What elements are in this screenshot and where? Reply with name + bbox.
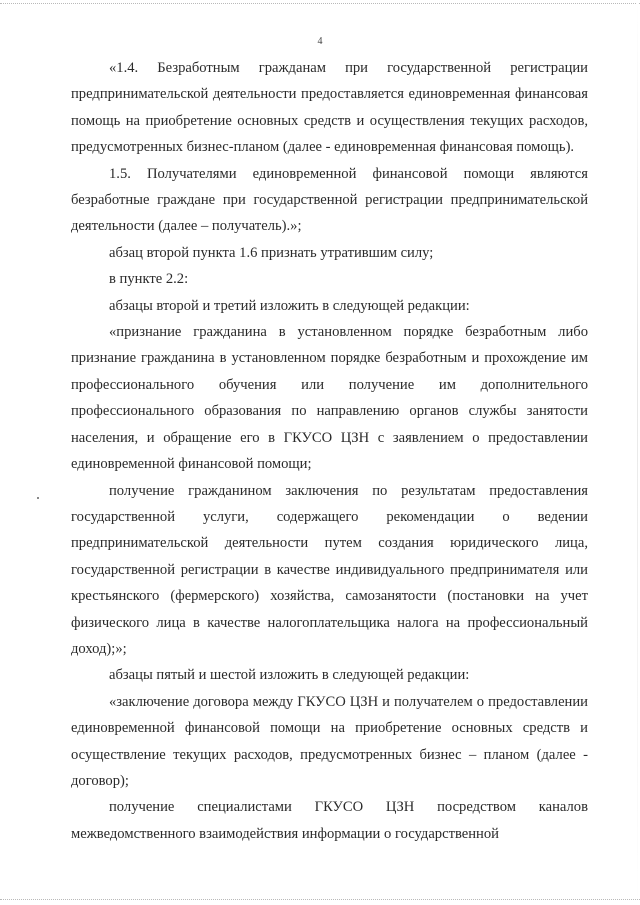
paragraph-amend-5-6: абзацы пятый и шестой изложить в следующей редакции: (109, 667, 470, 684)
paragraph-point-2-2: в пункте 2.2: (109, 271, 189, 288)
paragraph-1-5: 1.5. Получателями единовременной финансовой помощи являются безработные граждане при государственной регистрации предпринимательской деятельности (далее – получатель).»; (71, 165, 588, 235)
document-body (71, 55, 588, 847)
page-number: 4 (317, 36, 323, 47)
scan-right-edge (637, 0, 638, 905)
paragraph-specialists: получение специалистами ГКУСО ЦЗН посредством каналов межведомственного взаимодействия информации о государственной (71, 799, 588, 842)
paragraph-conclusion: получение гражданином заключения по результатам предоставления государственной услуги, содержащего рекомендации о ведении предпринимательской деятельности путем создания юридического лица, государственной регистрации в качестве индивидуального предпринимателя или крестьянского (фермерского) хозяйства, самозанятости (постановки на учет физического лица в качестве налогоплательщика налога на профессиональный доход);»; (71, 482, 588, 657)
paragraph-recognition: «признание гражданина в установленном порядке безработным либо признание гражданина в установленном порядке безработным и прохождение им профессионального обучения или получение им дополнительного профессионального образования по направлению органов службы занятости населения, и обращение его в ГКУСО ЦЗН с заявлением о предоставлении единовременной финансовой помощи; (71, 324, 588, 473)
paragraph-amend-1-6: абзац второй пункта 1.6 признать утратившим силу; (109, 244, 434, 261)
scan-bottom-edge (0, 899, 640, 900)
paragraph-amend-2-3: абзацы второй и третий изложить в следующей редакции: (109, 297, 470, 314)
scan-top-edge (0, 3, 640, 4)
paragraph-contract: «заключение договора между ГКУСО ЦЗН и получателем о предоставлении единовременной финансовой помощи на приобретение основных средств и осуществление текущих расходов, предусмотренных бизнес – планом (далее - договор); (71, 693, 588, 789)
paragraph-1-4: «1.4. Безработным гражданам при государственной регистрации предпринимательской деятельности предоставляется единовременная финансовая помощь на приобретение основных средств и осуществления текущих расходов, предусмотренных бизнес-планом (далее - единовременная финансовая помощь). (71, 60, 588, 156)
scan-artifact-dot (37, 497, 39, 499)
